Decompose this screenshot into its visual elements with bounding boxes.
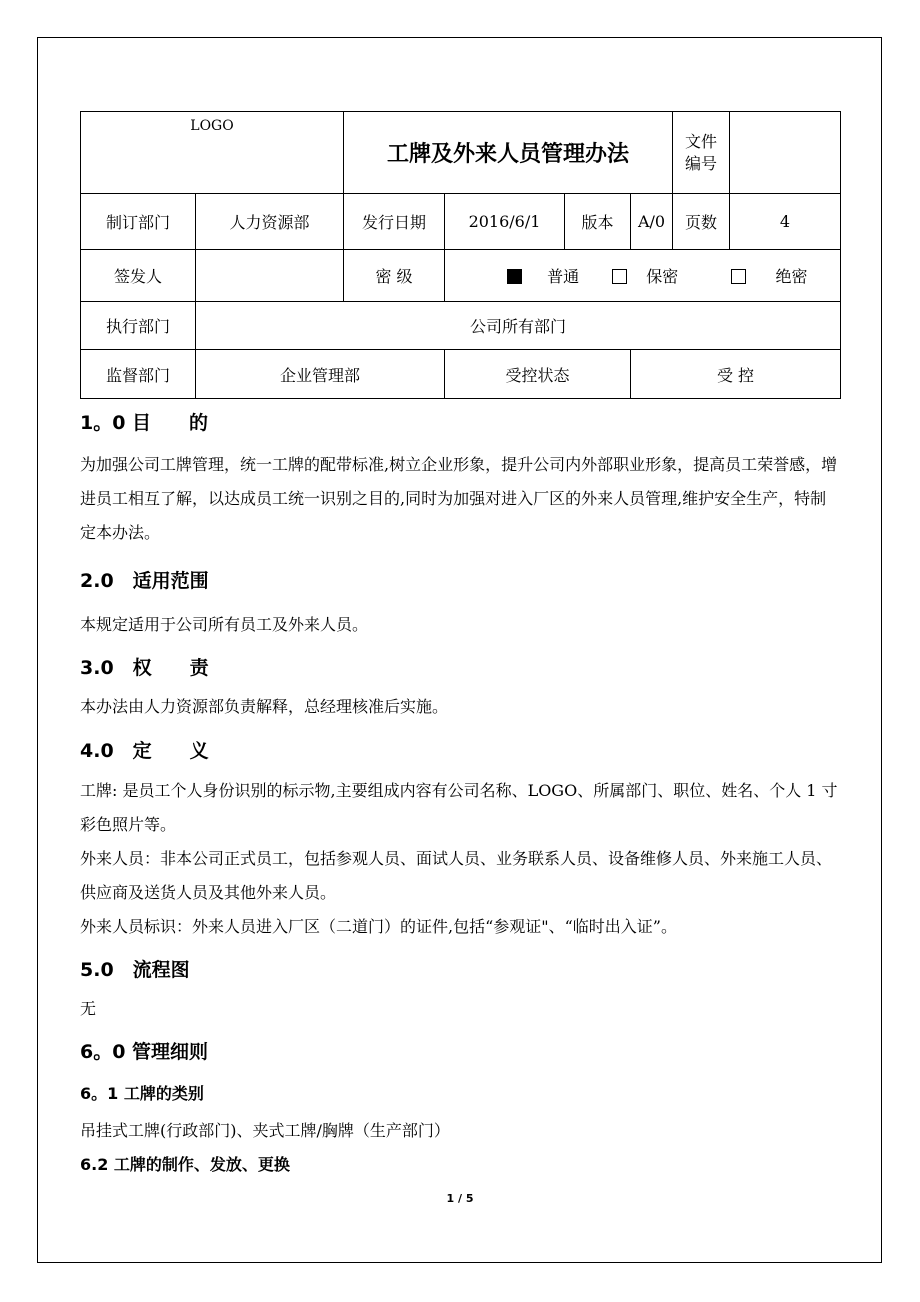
document-title-cell (344, 112, 673, 194)
checkbox-icon[interactable] (731, 269, 746, 284)
date-label: 发行日期 (344, 194, 445, 250)
supervise-dept-value: 企业管理部 (196, 350, 445, 399)
secrecy-option-normal: 普通 (547, 267, 580, 286)
section-4-para-2: 外来人员：非本公司正式员工，包括参观人员、面试人员、业务联系人员、设备维修人员、外来施工人员、供应商及送货人员及其他外来人员。 (80, 849, 833, 902)
section-4-para-1: 工牌: 是员工个人身份识别的标示物,主要组成内容有公司名称、LOGO、所属部门、职位、姓名、个人 1 寸彩色照片等。 (80, 781, 838, 834)
version-value: A/0 (631, 194, 673, 250)
page-number: 1 / 5 (446, 1192, 474, 1205)
document-title: 工牌及外来人员管理办法 (387, 142, 630, 167)
section-3-heading: 3.0 权 责 (80, 657, 209, 679)
secrecy-label: 密 级 (344, 250, 445, 302)
section-1-heading: 1。0 目 的 (80, 412, 209, 434)
logo-cell (81, 112, 344, 194)
document-header-table (80, 111, 841, 399)
section-1-text: 为加强公司工牌管理，统一工牌的配带标准,树立企业形象，提升公司内外部职业形象，提高员工荣誉感，增进员工相互了解，以达成员工统一识别之目的,同时为加强对进入厂区的外来人员管理,维护安全生产，特制定本办法。 (80, 455, 838, 542)
secrecy-options (445, 250, 841, 302)
pages-value: 4 (730, 194, 841, 250)
supervise-dept-label: 监督部门 (81, 350, 196, 399)
doc-number-label-line1: 文件 (685, 131, 718, 151)
section-6-2-heading: 6.2 工牌的制作、发放、更换 (80, 1155, 290, 1174)
logo: LOGO (190, 118, 234, 134)
section-5-heading: 5.0 流程图 (80, 959, 190, 981)
exec-dept-value: 公司所有部门 (196, 302, 841, 350)
pages-label: 页数 (673, 194, 730, 250)
section-6-1-heading: 6。1 工牌的类别 (80, 1084, 204, 1103)
dept-label: 制订部门 (81, 194, 196, 250)
doc-number-value (730, 112, 841, 194)
section-6-heading: 6。0 管理细则 (80, 1041, 209, 1063)
checkbox-icon[interactable] (612, 269, 627, 284)
section-3-text: 本办法由人力资源部负责解释，总经理核准后实施。 (80, 697, 449, 716)
version-label: 版本 (565, 194, 631, 250)
date-value: 2016/6/1 (445, 194, 565, 250)
dept-value: 人力资源部 (196, 194, 344, 250)
section-4-para-3: 外来人员标识：外来人员进入厂区（二道门）的证件,包括“参观证"、“临时出入证”。 (80, 917, 677, 936)
section-2-heading: 2.0 适用范围 (80, 570, 209, 592)
doc-number-label-line2: 编号 (685, 153, 718, 173)
secrecy-option-confidential: 保密 (646, 267, 679, 286)
control-status-label: 受控状态 (445, 350, 631, 399)
section-4-heading: 4.0 定 义 (80, 740, 209, 762)
checkbox-checked-icon[interactable] (507, 269, 522, 284)
exec-dept-label: 执行部门 (81, 302, 196, 350)
secrecy-option-top-secret: 绝密 (775, 267, 808, 286)
section-5-text: 无 (80, 999, 97, 1018)
doc-number-label-cell (673, 112, 730, 194)
issuer-value (196, 250, 344, 302)
control-status-value: 受 控 (631, 350, 841, 399)
section-2-text: 本规定适用于公司所有员工及外来人员。 (80, 615, 369, 634)
issuer-label: 签发人 (81, 250, 196, 302)
section-6-1-text: 吊挂式工牌(行政部门)、夹式工牌/胸牌（生产部门） (80, 1121, 450, 1140)
document-body (80, 398, 840, 1182)
